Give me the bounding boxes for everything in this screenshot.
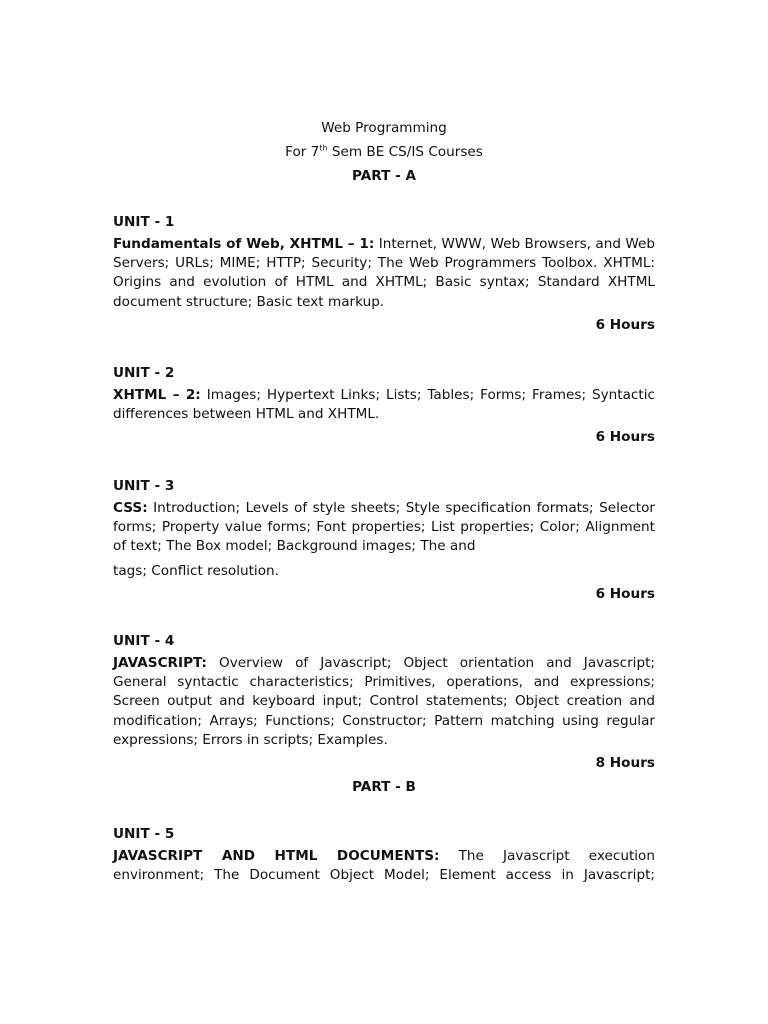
unit-description-continued: tags; Conflict resolution. bbox=[113, 562, 279, 579]
unit-topic: JAVASCRIPT AND HTML DOCUMENTS: bbox=[113, 848, 440, 864]
title-text: Web Programming bbox=[321, 120, 447, 136]
unit-topic: JAVASCRIPT: bbox=[113, 655, 207, 671]
unit-body: Overview of Javascript; Object orientation and Javascript; General syntactic characteristics; Primitives, operations, and expressions; Screen output and keyboard input; Control statements; Object creation and modification; Arrays; Functions; Constructor; Pattern matching using regular expressions; Errors in scripts; Examples. bbox=[113, 655, 655, 748]
unit-hours: 8 Hours bbox=[595, 755, 655, 772]
unit-hours: 6 Hours bbox=[595, 585, 655, 602]
unit-body: The Javascript execution environment; The Document Object Model; Element access in Javascript; bbox=[113, 848, 655, 884]
unit-description bbox=[113, 847, 655, 885]
unit-4-section bbox=[113, 631, 655, 773]
unit-1-section bbox=[113, 212, 655, 335]
unit-body: Introduction; Levels of style sheets; Style specification formats; Selector forms; Property value forms; Font properties; List properties; Color; Alignment of text; The Box model; Background images; The and bbox=[113, 500, 655, 555]
document-subtitle bbox=[0, 142, 768, 162]
part-b-heading bbox=[0, 777, 768, 797]
unit-heading: UNIT - 2 bbox=[113, 365, 175, 381]
unit-heading: UNIT - 5 bbox=[113, 826, 175, 842]
unit-body: Internet, WWW, Web Browsers, and Web Servers; URLs; MIME; HTTP; Security; The Web Programmers Toolbox. XHTML: Origins and evolution of HTML and XHTML; Basic syntax; Standard XHTML document structure; Basic text markup. bbox=[113, 236, 655, 310]
unit-heading: UNIT - 4 bbox=[113, 633, 175, 649]
unit-hours: 6 Hours bbox=[595, 429, 655, 446]
unit-description bbox=[113, 499, 655, 557]
unit-topic: XHTML – 2: bbox=[113, 387, 201, 403]
document-title bbox=[0, 118, 768, 138]
subtitle-superscript: th bbox=[319, 143, 328, 153]
unit-description bbox=[113, 654, 655, 750]
unit-description bbox=[113, 235, 655, 312]
unit-heading: UNIT - 1 bbox=[113, 214, 175, 230]
subtitle-suffix: Sem BE CS/IS Courses bbox=[327, 144, 483, 160]
unit-5-section bbox=[113, 824, 655, 885]
unit-topic: Fundamentals of Web, XHTML – 1: bbox=[113, 236, 375, 252]
unit-description bbox=[113, 386, 655, 424]
unit-heading: UNIT - 3 bbox=[113, 478, 175, 494]
part-a-label: PART - A bbox=[352, 168, 416, 184]
unit-2-section bbox=[113, 363, 655, 447]
subtitle-prefix: For 7 bbox=[285, 144, 320, 160]
unit-topic: CSS: bbox=[113, 500, 148, 516]
unit-hours: 6 Hours bbox=[595, 316, 655, 333]
part-b-label: PART - B bbox=[352, 779, 416, 795]
part-a-heading bbox=[0, 166, 768, 186]
unit-body: Images; Hypertext Links; Lists; Tables; Forms; Frames; Syntactic differences between HTML and XHTML. bbox=[113, 387, 655, 423]
unit-3-section bbox=[113, 476, 655, 604]
